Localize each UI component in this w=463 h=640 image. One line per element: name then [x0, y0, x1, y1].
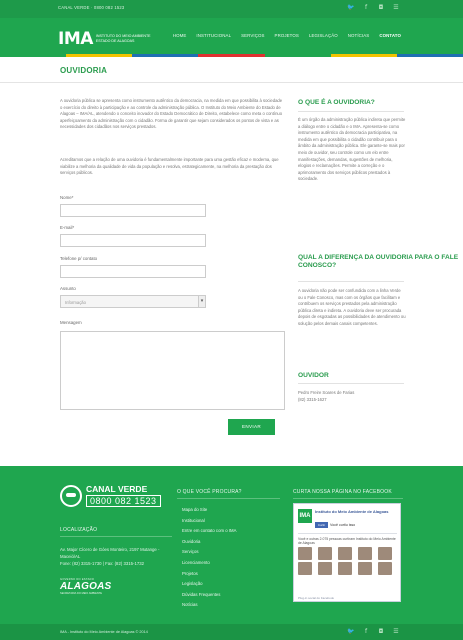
- facebook-page-avatar[interactable]: IMA: [298, 509, 312, 523]
- facebook-page-name[interactable]: Instituto do Meio Ambiente de Alagoas: [315, 509, 389, 514]
- facebook-widget: [293, 503, 401, 602]
- avatar[interactable]: [338, 547, 352, 560]
- facebook-icon[interactable]: f: [364, 628, 368, 635]
- twitter-icon[interactable]: 🐦: [347, 628, 355, 635]
- email-label: E-mail*: [60, 225, 75, 230]
- instagram-icon[interactable]: ◘: [378, 628, 384, 635]
- twitter-icon[interactable]: 🐦: [347, 4, 355, 11]
- facebook-heading: CURTA NOSSA PÁGINA NO FACEBOOK: [293, 489, 392, 495]
- color-stripes: [0, 54, 463, 57]
- phone-field[interactable]: [60, 265, 206, 278]
- rss-icon[interactable]: ☰: [393, 628, 399, 635]
- sidebar-paragraph-difference: A ouvidoria não pode ser confundida com a linha Verde ou o Fale Conosco, mas com os órgãos que facilitam e contribuem os serviços prestados pela administração pública direta e indireta. A ouvidoria deve ser procurada depois de esgotadas as possibilidades de atendimento ou solução pelos demais canais competentes.: [298, 288, 406, 326]
- footer-link-duvidas[interactable]: Dúvidas Frequentes: [182, 591, 221, 597]
- social-links: [347, 4, 400, 12]
- ima-logo[interactable]: [58, 29, 151, 49]
- facebook-faces: [298, 547, 392, 575]
- intro-paragraph-1: A ouvidoria pública se apresenta como instrumento autêntico da democracia, na medida em que possibilita à sociedade o exercício do direito à participação e ao controle da administração pública. O Instituto do Meio Ambiente do Estado de Alagoas – IMA/AL, atendendo o conceito inovador do Estado Democrático de Direito, estabelece como meta o contínuo aperfeiçoamento da administração com o cidadão. Forma de garantir que sejam considerados os pontos de vista e as necessidades dos cidadãos nos serviços prestados.: [60, 98, 283, 130]
- footer-divider: [293, 498, 403, 499]
- nav-projetos[interactable]: PROJETOS: [274, 33, 299, 38]
- logo-text: [96, 34, 151, 43]
- facebook-like-button[interactable]: [315, 522, 328, 528]
- nav-servicos[interactable]: SERVIÇOS: [241, 33, 265, 38]
- avatar[interactable]: [378, 562, 392, 575]
- footer-divider: [60, 536, 172, 537]
- alagoas-logo-sub: SECRETARIA DO MEIO AMBIENTE: [60, 592, 103, 595]
- rss-icon[interactable]: ☰: [393, 4, 399, 11]
- logo-line-2: ESTADO DE ALAGOAS: [95, 39, 135, 43]
- footer-link-noticias[interactable]: Notícias: [182, 602, 198, 608]
- top-bar: [0, 0, 463, 18]
- phone-icon: [60, 485, 82, 507]
- subject-label: Assunto: [60, 286, 76, 291]
- footer-divider: [177, 498, 280, 499]
- subject-select[interactable]: [60, 295, 206, 308]
- main-nav: [173, 33, 401, 38]
- nav-home[interactable]: HOME: [172, 33, 187, 38]
- social-links-bottom: [347, 628, 400, 636]
- avatar[interactable]: [318, 547, 332, 560]
- footer-address: Av. Major Cícero de Góes Monteiro, 2197 Mutange - Maceió/AL Fone: (82) 3315-1730 | Fax: (82) 3315-1732: [60, 547, 160, 566]
- copyright-text: IMA - Instituto do Meio Ambiente de Alagoas © 2014: [60, 630, 148, 634]
- footer-link-legislacao[interactable]: Legislação: [182, 581, 203, 587]
- location-heading: LOCALIZAÇÃO: [60, 527, 98, 533]
- footer-link-contato[interactable]: Entre em contato com o IMA: [182, 528, 237, 534]
- canal-verde-logo[interactable]: [60, 484, 161, 507]
- color-stripe: [132, 54, 198, 57]
- facebook-divider: [298, 533, 397, 534]
- bottom-bar: [0, 624, 463, 640]
- footer-links-heading: O QUE VOCÊ PROCURA?: [177, 489, 242, 495]
- name-field[interactable]: [60, 204, 206, 217]
- avatar[interactable]: [358, 547, 372, 560]
- avatar[interactable]: [358, 562, 372, 575]
- avatar[interactable]: [338, 562, 352, 575]
- avatar[interactable]: [298, 562, 312, 575]
- canal-verde-text: CANAL VERDE · 0800 082 1523: [58, 5, 125, 10]
- chevron-down-icon[interactable]: ▾: [198, 296, 205, 307]
- page-title: OUVIDORIA: [60, 66, 108, 75]
- instagram-icon[interactable]: ◘: [378, 4, 384, 11]
- alagoas-logo-name: ALAGOAS: [60, 581, 112, 592]
- color-stripe: [66, 54, 132, 57]
- subject-selected-value: Informação: [65, 299, 86, 305]
- email-field[interactable]: [60, 234, 206, 247]
- footer-links: [182, 505, 236, 611]
- facebook-icon[interactable]: f: [364, 4, 368, 11]
- sidebar-divider: [298, 111, 404, 112]
- nav-institucional[interactable]: INSTITUCIONAL: [196, 33, 232, 38]
- sidebar-heading-ouvidor: OUVIDOR: [298, 372, 329, 379]
- footer-link-ouvidoria[interactable]: Ouvidoria: [182, 538, 201, 544]
- avatar[interactable]: [298, 547, 312, 560]
- sidebar-divider: [298, 281, 404, 282]
- footer-link-mapa[interactable]: Mapa do Site: [182, 507, 208, 512]
- nav-legislacao[interactable]: LEGISLAÇÃO: [308, 33, 338, 38]
- color-stripe: [397, 54, 463, 57]
- color-stripe: [198, 54, 264, 57]
- phone-label: Telefone p/ contato: [60, 256, 98, 261]
- canal-verde-phone: 0800 082 1523: [86, 495, 161, 507]
- footer-link-servicos[interactable]: Serviços: [182, 549, 199, 555]
- facebook-liked-text: Você curtiu isso: [330, 523, 356, 527]
- name-label: Nome*: [60, 195, 74, 200]
- color-stripe: [265, 54, 331, 57]
- logo-mark: IMA: [58, 29, 93, 49]
- sidebar-heading-what: O QUE É A OUVIDORIA?: [298, 99, 375, 106]
- intro-paragraph-2: Acreditamos que a relação de uma ouvidoria é fundamentalmente importante para uma gestão eficaz e moderna, que viabilize a melhoria da qualidade de vida da população e resolva, estrategicamente, na melhoria da prestação dos serviços públicos.: [60, 157, 279, 176]
- avatar[interactable]: [378, 547, 392, 560]
- footer-link-licenciamento[interactable]: Licenciamento: [182, 559, 210, 565]
- title-divider: [0, 82, 463, 83]
- alagoas-logo-top: GOVERNO DO ESTADO: [60, 578, 95, 581]
- message-label: Mensagem: [60, 320, 82, 325]
- sidebar-paragraph-what: É um órgão da administração pública indireta que permite a diálogo entre o cidadão e o IMA. Apresenta-se como instrumento autêntico da democracia participativa, na medida em que possibilita o cidadão contribuir para o âmbito da administração pública. Ele garante-se mais por meio de ouvidor, seu controle como um elo entre manifestações, demandas, sugestões de melhoria, elogios e reclamações. Permite a correção e o aprimoramento dos serviços públicos prestados à sociedade.: [298, 117, 406, 182]
- message-textarea[interactable]: [60, 331, 285, 410]
- canal-verde-title: CANAL VERDE: [86, 484, 148, 494]
- submit-button[interactable]: ENVIAR: [228, 419, 275, 435]
- sidebar-ouvidor-contact: Pedro Freire Soares de Farias (82) 3315-1627: [298, 390, 355, 402]
- site-header: [0, 18, 463, 54]
- sidebar-divider: [298, 383, 404, 384]
- nav-contato[interactable]: CONTATO: [379, 33, 401, 38]
- facebook-plugin-text: Plug-in social do Facebook: [298, 596, 335, 600]
- logo-line-1: INSTITUTO DO MEIO AMBIENTE: [95, 34, 151, 39]
- avatar[interactable]: [318, 562, 332, 575]
- facebook-like-label: Curtir: [317, 523, 326, 527]
- alagoas-logo[interactable]: [60, 578, 111, 595]
- footer-link-institucional[interactable]: Institucional: [182, 517, 205, 523]
- nav-noticias[interactable]: NOTÍCIAS: [347, 33, 370, 38]
- color-stripe: [0, 54, 66, 57]
- facebook-like-count: Você e outras 2.075 pessoas curtiram Instituto do Meio Ambiente de Alagoas: [298, 537, 396, 545]
- footer-link-projetos[interactable]: Projetos: [182, 570, 198, 576]
- color-stripe: [331, 54, 397, 57]
- sidebar-heading-difference: QUAL A DIFERENÇA DA OUVIDORIA PARA O FALE CONOSCO?: [298, 254, 459, 269]
